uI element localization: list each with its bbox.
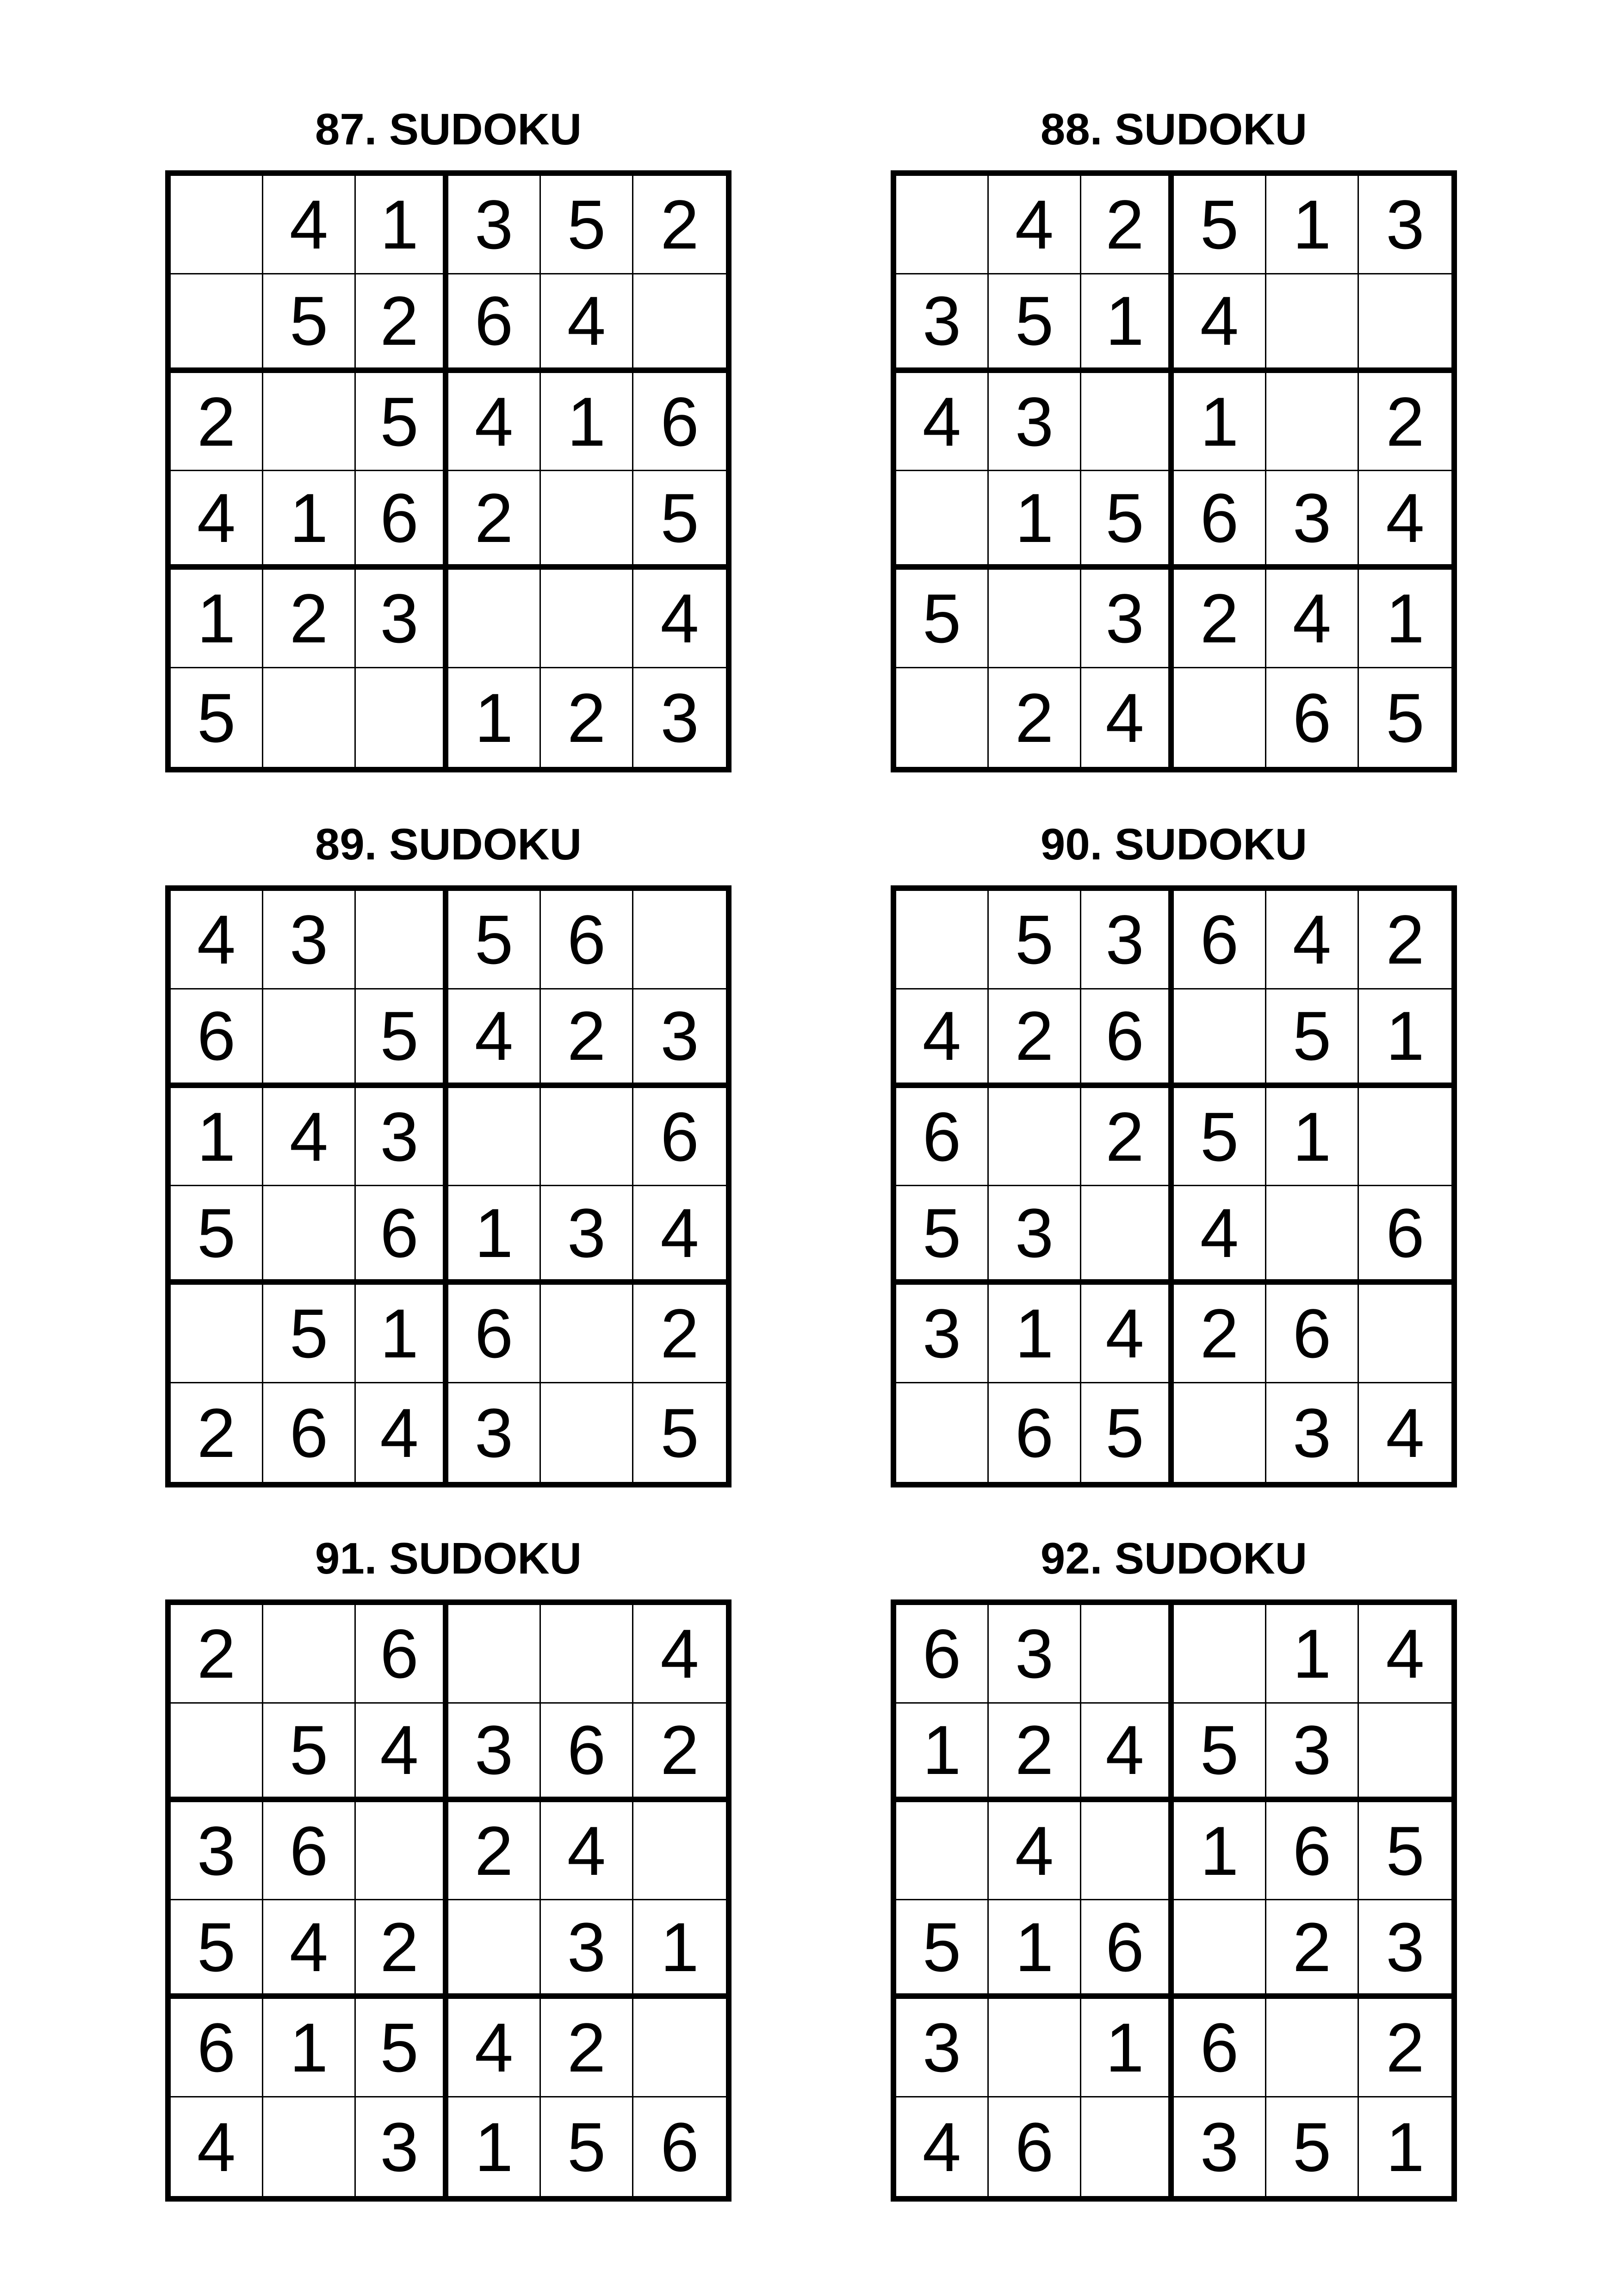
sudoku-cell: 1	[541, 373, 633, 472]
sudoku-cell: 4	[263, 1900, 356, 1999]
sudoku-cell: 5	[1359, 1802, 1451, 1901]
sudoku-cell: 4	[1174, 274, 1266, 373]
sudoku-cell	[1359, 1704, 1451, 1802]
sudoku-cell: 3	[633, 989, 726, 1088]
sudoku-cell: 5	[633, 471, 726, 570]
sudoku-cell: 4	[171, 471, 263, 570]
sudoku-cell: 2	[356, 1900, 448, 1999]
sudoku-cell: 2	[989, 668, 1081, 767]
sudoku-cell: 3	[896, 274, 989, 373]
sudoku-cell: 4	[356, 1704, 448, 1802]
sudoku-cell: 6	[171, 1999, 263, 2097]
sudoku-cell: 3	[448, 176, 541, 274]
sudoku-cell	[541, 471, 633, 570]
sudoku-cell: 2	[1081, 176, 1174, 274]
sudoku-cell: 4	[448, 373, 541, 472]
sudoku-cell: 4	[896, 989, 989, 1088]
sudoku-cell: 1	[356, 176, 448, 274]
sudoku-cell	[171, 176, 263, 274]
sudoku-cell: 1	[1359, 570, 1451, 668]
sudoku-cell	[263, 373, 356, 472]
sudoku-cell: 2	[263, 570, 356, 668]
sudoku-cell: 3	[989, 373, 1081, 472]
sudoku-cell: 4	[1266, 570, 1359, 668]
sudoku-cell: 4	[171, 891, 263, 989]
sudoku-cell: 3	[1266, 1383, 1359, 1482]
sudoku-cell: 6	[448, 274, 541, 373]
sudoku-cell	[633, 891, 726, 989]
sudoku-cell	[263, 2097, 356, 2196]
sudoku-cell	[541, 1383, 633, 1482]
sudoku-cell: 5	[356, 989, 448, 1088]
puzzle-title: 88. SUDOKU	[1040, 105, 1308, 154]
sudoku-cell: 5	[1081, 1383, 1174, 1482]
sudoku-cell: 2	[541, 989, 633, 1088]
sudoku-cell	[896, 891, 989, 989]
sudoku-cell	[1174, 1900, 1266, 1999]
sudoku-cell: 5	[171, 668, 263, 767]
sudoku-cell	[896, 176, 989, 274]
sudoku-cell: 5	[356, 373, 448, 472]
sudoku-cell: 4	[633, 1605, 726, 1704]
sudoku-cell: 3	[171, 1802, 263, 1901]
sudoku-cell: 4	[1266, 891, 1359, 989]
sudoku-cell: 1	[989, 1900, 1081, 1999]
sudoku-cell	[263, 989, 356, 1088]
sudoku-cell	[896, 668, 989, 767]
sudoku-cell: 4	[263, 1088, 356, 1187]
sudoku-cell: 6	[1174, 891, 1266, 989]
sudoku-cell: 2	[171, 1383, 263, 1482]
sudoku-cell	[448, 1088, 541, 1187]
sudoku-cell	[1266, 274, 1359, 373]
sudoku-cell	[448, 1605, 541, 1704]
sudoku-cell: 3	[1359, 176, 1451, 274]
sudoku-cell: 2	[1081, 1088, 1174, 1187]
sudoku-cell: 1	[1266, 1605, 1359, 1704]
sudoku-cell	[896, 1802, 989, 1901]
sudoku-cell: 4	[989, 176, 1081, 274]
sudoku-cell: 5	[541, 176, 633, 274]
sudoku-cell: 2	[541, 668, 633, 767]
sudoku-cell: 6	[1359, 1186, 1451, 1285]
sudoku-cell: 5	[1174, 1088, 1266, 1187]
sudoku-cell	[541, 1088, 633, 1187]
sudoku-cell: 6	[541, 1704, 633, 1802]
sudoku-cell: 6	[356, 1605, 448, 1704]
sudoku-cell	[356, 891, 448, 989]
sudoku-cell: 5	[896, 570, 989, 668]
sudoku-grid	[891, 170, 1457, 772]
sudoku-cell: 4	[633, 570, 726, 668]
sudoku-cell: 4	[1359, 1605, 1451, 1704]
sudoku-cell: 2	[1174, 570, 1266, 668]
sudoku-cell: 4	[448, 1999, 541, 2097]
sudoku-cell: 6	[1266, 668, 1359, 767]
sudoku-cell: 6	[263, 1383, 356, 1482]
sudoku-cell: 1	[1081, 1999, 1174, 2097]
puzzle-title: 89. SUDOKU	[315, 820, 582, 869]
sudoku-cell	[356, 1802, 448, 1901]
sudoku-cell: 6	[448, 1285, 541, 1383]
sudoku-cell	[1266, 1999, 1359, 2097]
sudoku-cell: 5	[1266, 2097, 1359, 2196]
sudoku-cell: 4	[1174, 1186, 1266, 1285]
puzzle-title: 87. SUDOKU	[315, 105, 582, 154]
sudoku-cell	[448, 570, 541, 668]
sudoku-cell: 2	[448, 1802, 541, 1901]
sudoku-cell	[356, 668, 448, 767]
sudoku-cell: 4	[356, 1383, 448, 1482]
sudoku-cell: 2	[633, 1285, 726, 1383]
sudoku-cell: 4	[1386, 1394, 1425, 1472]
sudoku-cell	[896, 1383, 989, 1482]
sudoku-cell: 3	[541, 1900, 633, 1999]
sudoku-cell: 4	[541, 274, 633, 373]
sudoku-cell: 6	[356, 471, 448, 570]
sudoku-cell: 6	[1174, 1999, 1266, 2097]
sudoku-cell: 6	[896, 1088, 989, 1187]
sudoku-cell	[1266, 373, 1359, 472]
sudoku-cell: 6	[1266, 1285, 1359, 1383]
sudoku-cell: 5	[541, 2097, 633, 2196]
sudoku-cell: 6	[896, 1605, 989, 1704]
sudoku-cell: 5	[356, 1999, 448, 2097]
sudoku-cell	[171, 1285, 263, 1383]
sudoku-cell: 4	[1081, 1285, 1174, 1383]
sudoku-cell: 2	[1359, 1999, 1451, 2097]
sudoku-cell: 1	[171, 570, 263, 668]
sudoku-cell: 3	[448, 1383, 541, 1482]
sudoku-cell: 5	[896, 1186, 989, 1285]
sudoku-cell: 3	[989, 1186, 1081, 1285]
sudoku-cell: 4	[171, 2097, 263, 2196]
sudoku-grid	[891, 885, 1457, 1487]
sudoku-cell	[1081, 1802, 1174, 1901]
sudoku-cell: 3	[1081, 570, 1174, 668]
sudoku-cell: 5	[1386, 678, 1425, 757]
sudoku-cell	[1081, 1186, 1174, 1285]
sudoku-cell: 5	[1174, 1704, 1266, 1802]
sudoku-cell: 2	[448, 471, 541, 570]
sudoku-cell: 4	[896, 2097, 989, 2196]
sudoku-grid	[165, 885, 732, 1487]
sudoku-cell	[896, 471, 989, 570]
sudoku-cell: 5	[1081, 471, 1174, 570]
sudoku-cell: 5	[989, 891, 1081, 989]
sudoku-cell	[633, 1999, 726, 2097]
sudoku-cell	[989, 1999, 1081, 2097]
sudoku-cell: 6	[1081, 989, 1174, 1088]
sudoku-cell: 3	[1266, 1704, 1359, 1802]
sudoku-cell: 5	[660, 1394, 699, 1472]
sudoku-cell: 2	[1359, 373, 1451, 472]
sudoku-cell: 2	[989, 1704, 1081, 1802]
sudoku-cell	[541, 570, 633, 668]
sudoku-cell	[633, 1802, 726, 1901]
sudoku-cell: 2	[633, 176, 726, 274]
sudoku-cell: 5	[989, 274, 1081, 373]
sudoku-cell: 4	[896, 373, 989, 472]
sudoku-cell: 6	[633, 1088, 726, 1187]
sudoku-cell: 2	[171, 1605, 263, 1704]
sudoku-grid	[891, 1599, 1457, 2202]
sudoku-cell: 1	[1081, 274, 1174, 373]
sudoku-cell	[263, 1186, 356, 1285]
sudoku-cell: 1	[633, 1900, 726, 1999]
sudoku-cell: 1	[1386, 2108, 1425, 2186]
sudoku-cell: 3	[989, 1605, 1081, 1704]
sudoku-cell: 6	[171, 989, 263, 1088]
sudoku-cell	[541, 1285, 633, 1383]
sudoku-cell: 1	[263, 1999, 356, 2097]
sudoku-cell: 3	[541, 1186, 633, 1285]
sudoku-cell: 6	[356, 1186, 448, 1285]
sudoku-cell: 5	[896, 1900, 989, 1999]
sudoku-cell: 1	[448, 668, 541, 767]
sudoku-cell: 5	[1174, 176, 1266, 274]
sudoku-cell: 5	[263, 274, 356, 373]
sudoku-cell: 4	[1359, 471, 1451, 570]
sudoku-cell: 3	[356, 1088, 448, 1187]
sudoku-cell: 3	[263, 891, 356, 989]
sudoku-cell	[1359, 274, 1451, 373]
sudoku-cell	[989, 570, 1081, 668]
sudoku-cell	[1174, 989, 1266, 1088]
sudoku-cell: 4	[989, 1802, 1081, 1901]
sudoku-cell	[633, 274, 726, 373]
sudoku-cell	[1174, 668, 1266, 767]
sudoku-cell: 1	[989, 1285, 1081, 1383]
sudoku-cell: 1	[263, 471, 356, 570]
sudoku-cell: 5	[1266, 989, 1359, 1088]
sudoku-cell: 6	[633, 373, 726, 472]
sudoku-cell	[263, 1605, 356, 1704]
sudoku-cell	[1081, 2097, 1174, 2196]
puzzle-title: 91. SUDOKU	[315, 1534, 582, 1583]
sudoku-cell: 4	[1081, 668, 1174, 767]
sudoku-cell: 2	[1359, 891, 1451, 989]
sudoku-cell: 5	[263, 1704, 356, 1802]
sudoku-cell: 3	[896, 1285, 989, 1383]
sudoku-cell	[989, 1088, 1081, 1187]
sudoku-cell: 1	[896, 1704, 989, 1802]
sudoku-cell: 4	[448, 989, 541, 1088]
sudoku-cell: 6	[989, 1383, 1081, 1482]
sudoku-cell: 6	[989, 2097, 1081, 2196]
sudoku-cell: 2	[541, 1999, 633, 2097]
sudoku-cell: 2	[1266, 1900, 1359, 1999]
sudoku-cell	[171, 1704, 263, 1802]
sudoku-cell: 3	[1359, 1900, 1451, 1999]
sudoku-cell: 1	[1359, 989, 1451, 1088]
sudoku-cell: 3	[448, 1704, 541, 1802]
sudoku-cell: 3	[1081, 891, 1174, 989]
sudoku-cell: 6	[541, 891, 633, 989]
sudoku-cell: 2	[171, 373, 263, 472]
sudoku-cell	[1081, 373, 1174, 472]
sudoku-cell: 1	[1266, 1088, 1359, 1187]
sudoku-cell	[263, 668, 356, 767]
sudoku-cell	[1359, 1088, 1451, 1187]
sudoku-cell: 4	[1081, 1704, 1174, 1802]
sudoku-cell: 3	[1266, 471, 1359, 570]
sudoku-cell: 3	[356, 570, 448, 668]
sudoku-cell: 5	[263, 1285, 356, 1383]
sudoku-cell: 1	[448, 2097, 541, 2196]
sudoku-cell: 1	[356, 1285, 448, 1383]
sudoku-cell	[171, 274, 263, 373]
sudoku-cell: 5	[171, 1900, 263, 1999]
sudoku-cell: 2	[989, 989, 1081, 1088]
sudoku-cell: 4	[263, 176, 356, 274]
sudoku-cell: 4	[541, 1802, 633, 1901]
sudoku-cell	[1081, 1605, 1174, 1704]
sudoku-cell: 1	[989, 471, 1081, 570]
sudoku-cell: 1	[1174, 373, 1266, 472]
sudoku-cell: 2	[633, 1704, 726, 1802]
sudoku-cell: 6	[1081, 1900, 1174, 1999]
sudoku-cell: 5	[171, 1186, 263, 1285]
sudoku-grid	[165, 1599, 732, 2202]
sudoku-cell: 6	[263, 1802, 356, 1901]
sudoku-cell: 3	[896, 1999, 989, 2097]
sudoku-cell: 2	[1174, 1285, 1266, 1383]
sudoku-cell	[1359, 1285, 1451, 1383]
sudoku-cell	[1174, 1605, 1266, 1704]
sudoku-cell	[1266, 1186, 1359, 1285]
sudoku-cell: 1	[448, 1186, 541, 1285]
puzzle-title: 92. SUDOKU	[1040, 1534, 1308, 1583]
puzzle-title: 90. SUDOKU	[1040, 820, 1308, 869]
sudoku-cell: 1	[171, 1088, 263, 1187]
sudoku-cell: 2	[356, 274, 448, 373]
sudoku-cell: 6	[660, 2108, 699, 2186]
sudoku-cell: 6	[1266, 1802, 1359, 1901]
sudoku-cell	[1174, 1383, 1266, 1482]
sudoku-cell: 1	[1174, 1802, 1266, 1901]
sudoku-cell	[448, 1900, 541, 1999]
sudoku-cell: 3	[1174, 2097, 1266, 2196]
sudoku-cell: 3	[356, 2097, 448, 2196]
sudoku-cell	[541, 1605, 633, 1704]
sudoku-grid	[165, 170, 732, 772]
sudoku-cell: 1	[1266, 176, 1359, 274]
sudoku-cell: 5	[448, 891, 541, 989]
sudoku-cell: 4	[633, 1186, 726, 1285]
sudoku-cell: 6	[1174, 471, 1266, 570]
sudoku-cell: 3	[660, 678, 699, 757]
